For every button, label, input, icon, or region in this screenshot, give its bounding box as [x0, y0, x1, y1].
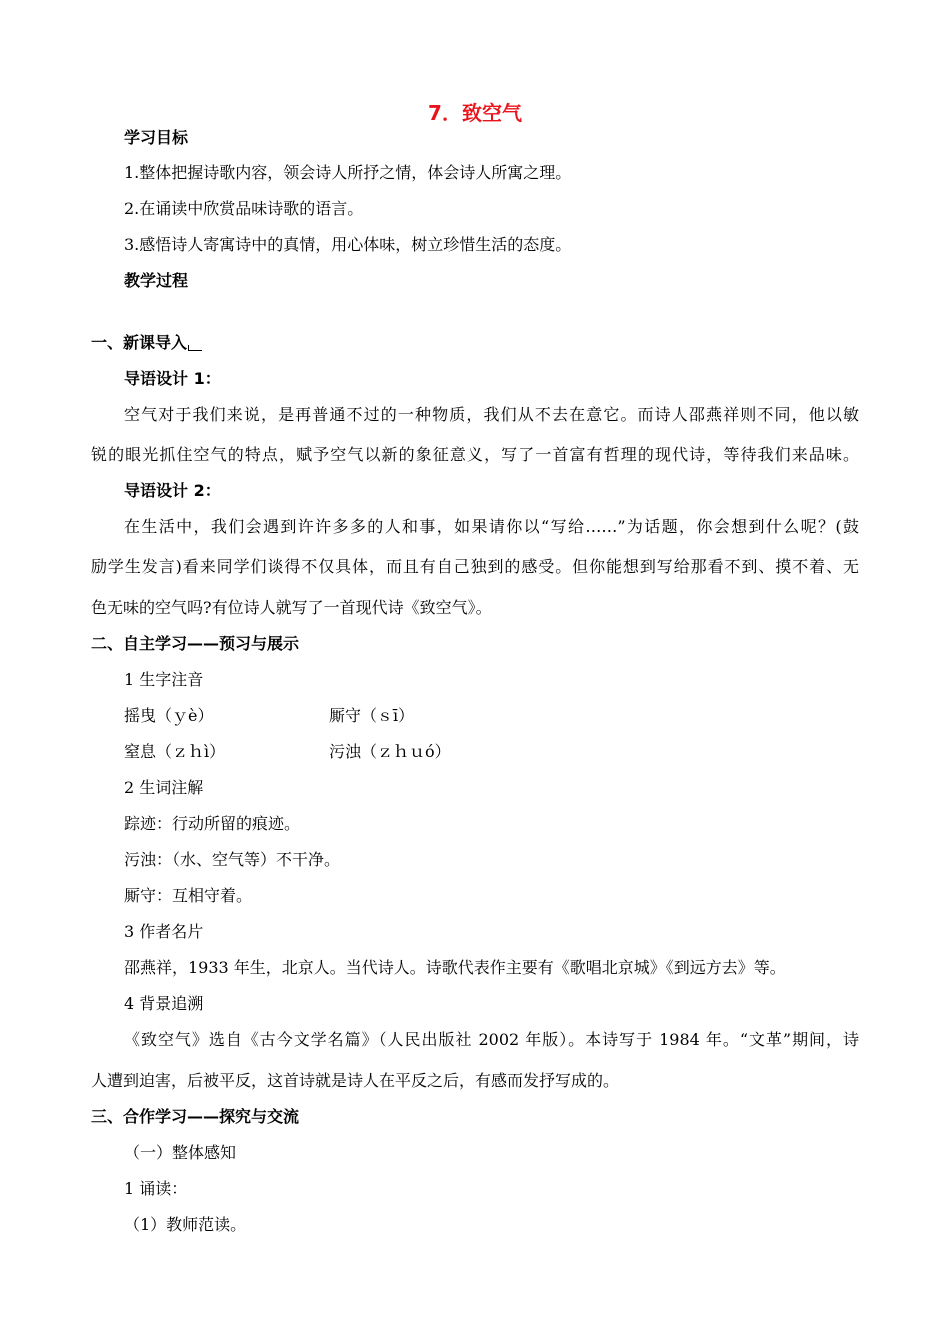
paragraph-line: 空气对于我们来说，是再普通不过的一种物质，我们从不去在意它。而诗人邵燕祥则不同，他以敏 [124, 405, 859, 424]
list-item: （1）教师范读。 [124, 1215, 247, 1234]
pinyin-row [124, 706, 415, 726]
paragraph-line: 锐的眼光抓住空气的特点，赋予空气以新的象征意义，写了一首富有哲理的现代诗，等待我们来品味。 [91, 445, 859, 464]
objective-item: 2.在诵读中欣赏品味诗歌的语言。 [124, 199, 364, 218]
objective-item: 1.整体把握诗歌内容，领会诗人所抒之情，体会诗人所寓之理。 [124, 163, 572, 182]
section1-heading: 一、新课导入 [91, 333, 202, 353]
paragraph-line: 人遭到迫害，后被平反，这首诗就是诗人在平反之后，有感而发抒写成的。 [91, 1071, 620, 1090]
pinyin-item: 污浊（ｚｈｕó） [329, 742, 451, 761]
author-text: 邵燕祥，1933 年生，北京人。当代诗人。诗歌代表作主要有《歌唱北京城》《到远方去》等。 [124, 958, 786, 977]
design1-heading: 导语设计 1： [124, 369, 221, 388]
subheading: 1 诵读： [124, 1179, 188, 1198]
design2-heading: 导语设计 2： [124, 481, 221, 500]
objective-item: 3.感悟诗人寄寓诗中的真情，用心体味，树立珍惜生活的态度。 [124, 235, 572, 254]
pinyin-row [124, 742, 451, 762]
vocab-item: 踪迹：行动所留的痕迹。 [124, 814, 301, 833]
vocab-item: 厮守：互相守着。 [124, 886, 253, 905]
text-cursor-mark [188, 336, 202, 351]
paragraph-line: 励学生发言)看来同学们谈得不仅具体，而且有自己独到的感受。但你能想到写给那看不到、摸不着、无 [91, 557, 859, 576]
pinyin-item: 厮守（ｓī） [329, 706, 415, 725]
objectives-heading: 学习目标 [124, 128, 189, 147]
paragraph-line: 《致空气》选自《古今文学名篇》（人民出版社 2002 年版）。本诗写于 1984 年。“文革”期间，诗 [124, 1030, 859, 1049]
page-title: 7．致空气 [428, 101, 522, 125]
author-heading: 3 作者名片 [124, 922, 204, 941]
section3-heading: 三、合作学习——探究与交流 [91, 1107, 300, 1126]
pinyin-heading: 1 生字注音 [124, 670, 204, 689]
subheading: （一）整体感知 [124, 1143, 237, 1162]
paragraph-line: 色无味的空气吗?有位诗人就写了一首现代诗《致空气》。 [91, 598, 492, 617]
background-heading: 4 背景追溯 [124, 994, 204, 1013]
vocab-heading: 2 生词注解 [124, 778, 204, 797]
paragraph-line: 在生活中，我们会遇到许许多多的人和事，如果请你以“写给……”为话题，你会想到什么呢？(鼓 [124, 517, 859, 536]
process-heading: 教学过程 [124, 271, 189, 290]
pinyin-item: 窒息（ｚｈì） [124, 742, 226, 761]
vocab-item: 污浊：（水、空气等）不干净。 [124, 850, 341, 869]
section2-heading: 二、自主学习——预习与展示 [91, 634, 300, 653]
pinyin-item: 摇曳（ｙè） [124, 706, 214, 725]
